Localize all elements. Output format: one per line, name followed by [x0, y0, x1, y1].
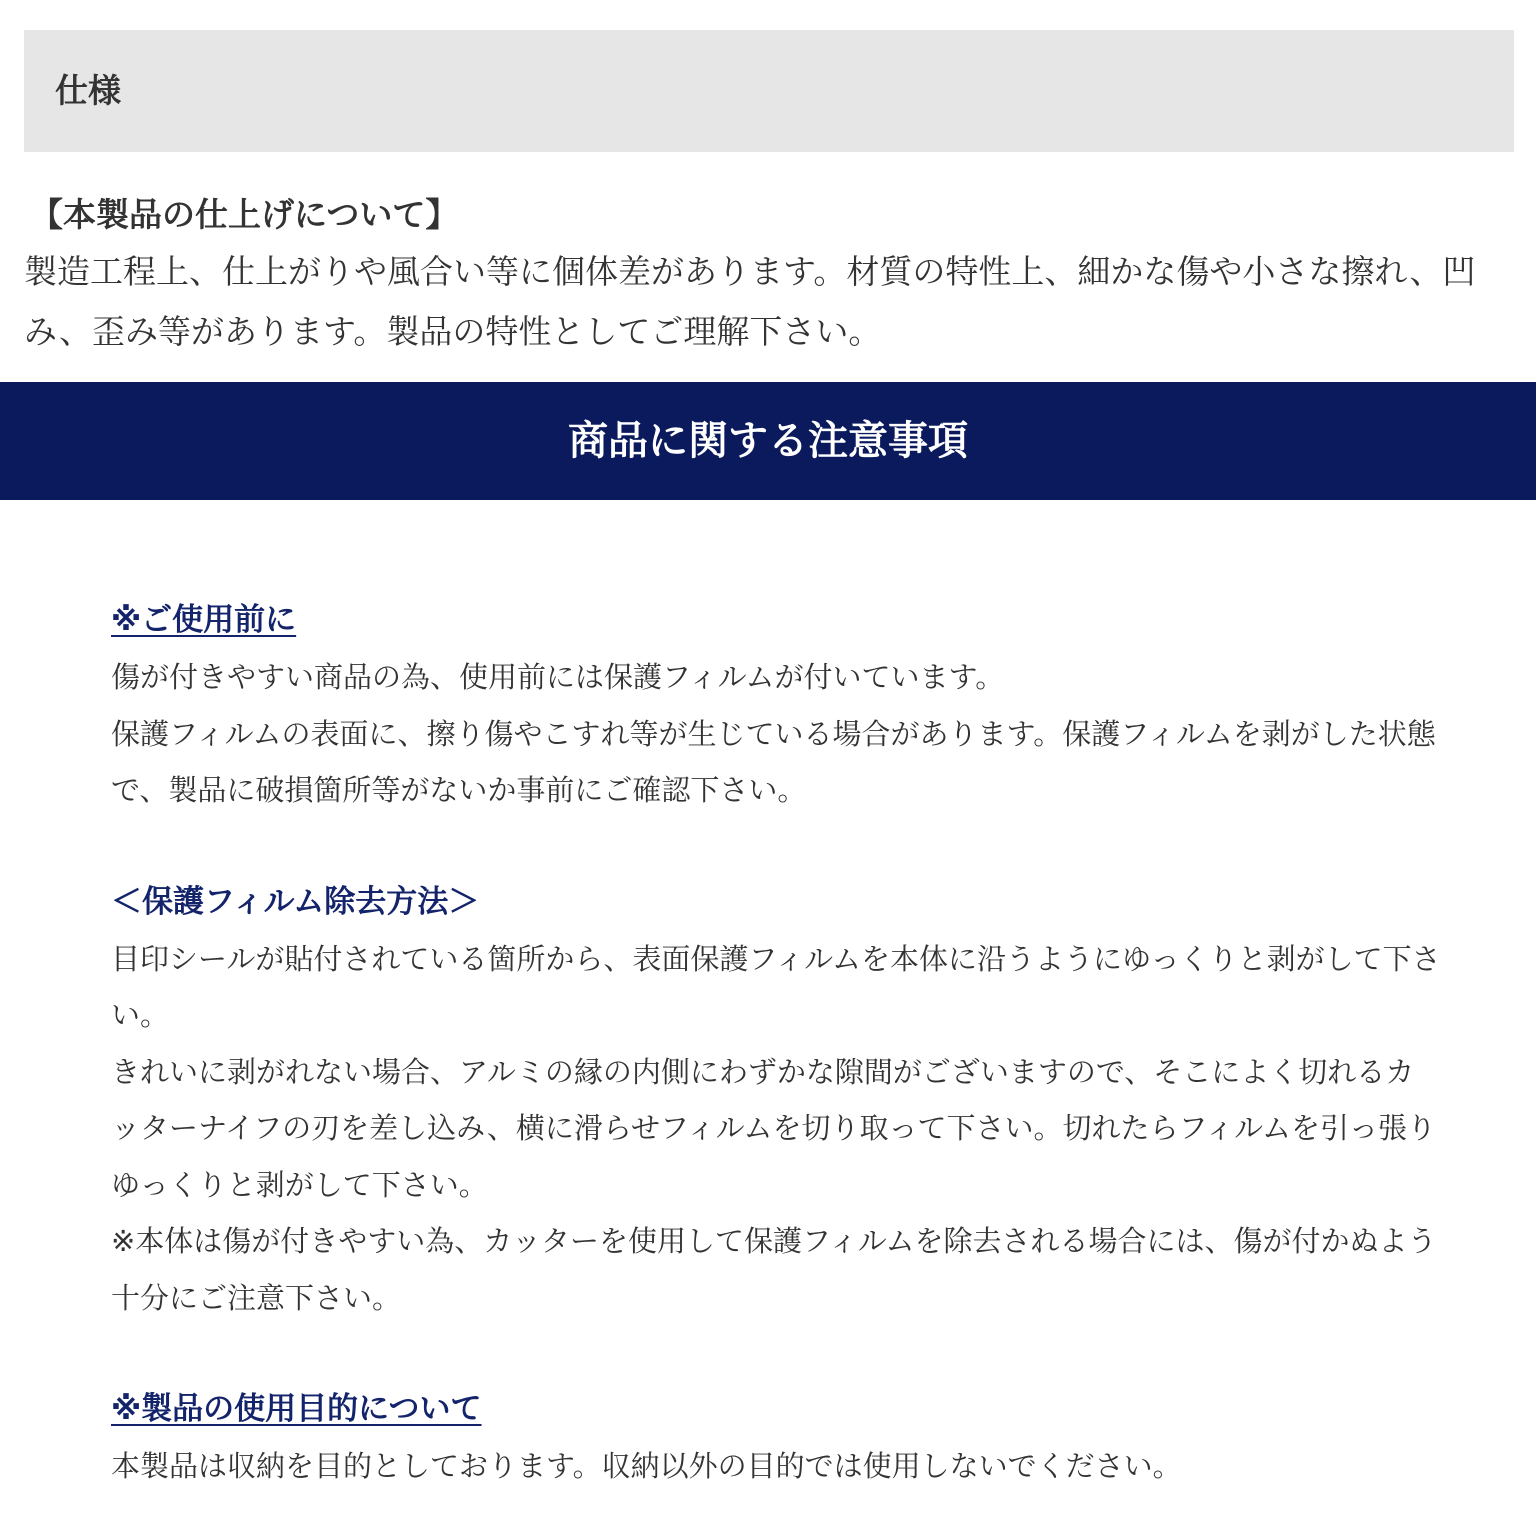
spec-header: [24, 30, 1514, 152]
section-paragraph: 目印シールが貼付されている箇所から、表面保護フィルムを本体に沿うようにゆっくりと剥がして下さい。: [111, 941, 1441, 1032]
section-paragraph: 保護フィルムの表面に、擦り傷やこすれ等が生じている場合があります。保護フィルムを剥がした状態で、製品に破損箇所等がないか事前にご確認下さい。: [111, 716, 1436, 807]
finish-heading: 【本製品の仕上げについて】: [30, 195, 459, 234]
section-paragraph: 本製品は収納を目的としております。収納以外の目的では使用しないでください。: [111, 1449, 1182, 1483]
section-paragraph: きれいに剥がれない場合、アルミの縁の内側にわずかな隙間がございますので、そこによく切れるカッターナイフの刃を差し込み、横に滑らせフィルムを切り取って下さい。切れたらフィルムを引っ張りゆっくりと剥がして下さい。: [111, 1054, 1437, 1202]
notice-section-before-use: [111, 595, 1441, 819]
notice-banner-title: 商品に関する注意事項: [568, 418, 968, 464]
section-heading-film-removal: ＜保護フィルム除去方法＞: [111, 883, 480, 920]
notice-banner: [0, 382, 1536, 500]
notice-content: [111, 595, 1441, 1495]
finish-section: [24, 190, 1524, 362]
spec-title: 仕様: [55, 71, 121, 110]
section-heading-before-use: ※ご使用前に: [111, 602, 297, 638]
notice-section-film-removal: [111, 877, 1441, 1327]
section-heading-intended-use: ※製品の使用目的について: [111, 1391, 482, 1427]
section-paragraph: 傷が付きやすい商品の為、使用前には保護フィルムが付いています。: [111, 660, 1005, 694]
notice-section-intended-use: [111, 1384, 1441, 1495]
finish-body: 製造工程上、仕上がりや風合い等に個体差があります。材質の特性上、細かな傷や小さな擦れ、凹み、歪み等があります。製品の特性としてご理解下さい。: [24, 252, 1476, 351]
section-paragraph: ※本体は傷が付きやすい為、カッターを使用して保護フィルムを除去される場合には、傷が付かぬよう十分にご注意下さい。: [111, 1224, 1437, 1315]
